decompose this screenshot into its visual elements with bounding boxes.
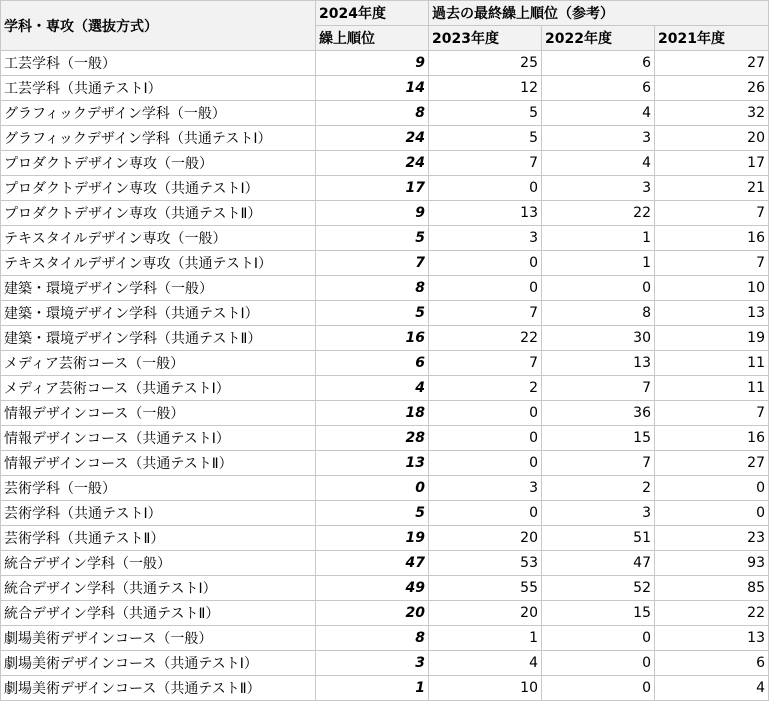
- cell-2021-rank: 20: [655, 126, 769, 151]
- cell-2023-rank: 20: [429, 601, 542, 626]
- cell-2024-rank: 8: [316, 101, 429, 126]
- cell-2021-rank: 32: [655, 101, 769, 126]
- cell-2021-rank: 13: [655, 626, 769, 651]
- cell-department: グラフィックデザイン学科（一般）: [1, 101, 316, 126]
- cell-2023-rank: 53: [429, 551, 542, 576]
- cell-2021-rank: 7: [655, 401, 769, 426]
- cell-2023-rank: 7: [429, 351, 542, 376]
- cell-2021-rank: 17: [655, 151, 769, 176]
- cell-2024-rank: 3: [316, 651, 429, 676]
- cell-2021-rank: 6: [655, 651, 769, 676]
- cell-department: プロダクトデザイン専攻（共通テストⅠ）: [1, 176, 316, 201]
- cell-2023-rank: 0: [429, 426, 542, 451]
- header-2022: 2022年度: [542, 26, 655, 51]
- cell-department: 統合デザイン学科（一般）: [1, 551, 316, 576]
- cell-2024-rank: 19: [316, 526, 429, 551]
- cell-2022-rank: 22: [542, 201, 655, 226]
- header-2024-year: 2024年度: [316, 1, 429, 26]
- cell-2022-rank: 0: [542, 676, 655, 701]
- cell-2023-rank: 12: [429, 76, 542, 101]
- cell-2023-rank: 7: [429, 301, 542, 326]
- cell-department: 劇場美術デザインコース（共通テストⅠ）: [1, 651, 316, 676]
- cell-2021-rank: 10: [655, 276, 769, 301]
- cell-department: プロダクトデザイン専攻（共通テストⅡ）: [1, 201, 316, 226]
- header-2021: 2021年度: [655, 26, 769, 51]
- cell-2024-rank: 28: [316, 426, 429, 451]
- cell-2021-rank: 16: [655, 426, 769, 451]
- table-row: [1, 126, 769, 151]
- cell-2021-rank: 7: [655, 251, 769, 276]
- table-header: [1, 1, 769, 51]
- cell-department: 統合デザイン学科（共通テストⅡ）: [1, 601, 316, 626]
- cell-2024-rank: 14: [316, 76, 429, 101]
- cell-2023-rank: 0: [429, 501, 542, 526]
- cell-2021-rank: 13: [655, 301, 769, 326]
- table-row: [1, 351, 769, 376]
- cell-2024-rank: 6: [316, 351, 429, 376]
- cell-2024-rank: 24: [316, 151, 429, 176]
- cell-2024-rank: 5: [316, 226, 429, 251]
- cell-2024-rank: 13: [316, 451, 429, 476]
- cell-2021-rank: 21: [655, 176, 769, 201]
- cell-2022-rank: 52: [542, 576, 655, 601]
- cell-2021-rank: 85: [655, 576, 769, 601]
- table-row: [1, 551, 769, 576]
- cell-2023-rank: 4: [429, 651, 542, 676]
- table-row: [1, 676, 769, 701]
- cell-2023-rank: 13: [429, 201, 542, 226]
- cell-2022-rank: 15: [542, 426, 655, 451]
- cell-2024-rank: 18: [316, 401, 429, 426]
- cell-2023-rank: 7: [429, 151, 542, 176]
- cell-2024-rank: 1: [316, 676, 429, 701]
- cell-2024-rank: 4: [316, 376, 429, 401]
- cell-2022-rank: 4: [542, 101, 655, 126]
- cell-department: メディア芸術コース（一般）: [1, 351, 316, 376]
- table-row: [1, 326, 769, 351]
- cell-2022-rank: 0: [542, 276, 655, 301]
- table-body: [1, 51, 769, 701]
- cell-2022-rank: 1: [542, 251, 655, 276]
- cell-2023-rank: 0: [429, 276, 542, 301]
- cell-2024-rank: 0: [316, 476, 429, 501]
- cell-department: 情報デザインコース（共通テストⅠ）: [1, 426, 316, 451]
- cell-2021-rank: 22: [655, 601, 769, 626]
- table-row: [1, 576, 769, 601]
- cell-2024-rank: 24: [316, 126, 429, 151]
- cell-2023-rank: 0: [429, 251, 542, 276]
- cell-2021-rank: 11: [655, 351, 769, 376]
- cell-department: 工芸学科（共通テストⅠ）: [1, 76, 316, 101]
- cell-2023-rank: 0: [429, 401, 542, 426]
- cell-2023-rank: 3: [429, 476, 542, 501]
- header-past-ranks: 過去の最終繰上順位（参考）: [429, 1, 769, 26]
- cell-department: 情報デザインコース（共通テストⅡ）: [1, 451, 316, 476]
- cell-2021-rank: 23: [655, 526, 769, 551]
- cell-2023-rank: 5: [429, 126, 542, 151]
- cell-2022-rank: 3: [542, 176, 655, 201]
- cell-2022-rank: 8: [542, 301, 655, 326]
- table-row: [1, 626, 769, 651]
- cell-2021-rank: 0: [655, 476, 769, 501]
- cell-2024-rank: 17: [316, 176, 429, 201]
- cell-2021-rank: 27: [655, 51, 769, 76]
- cell-department: 劇場美術デザインコース（一般）: [1, 626, 316, 651]
- cell-2022-rank: 0: [542, 626, 655, 651]
- cell-department: プロダクトデザイン専攻（一般）: [1, 151, 316, 176]
- header-2024-rank: 繰上順位: [316, 26, 429, 51]
- cell-department: 芸術学科（共通テストⅠ）: [1, 501, 316, 526]
- cell-department: 芸術学科（共通テストⅡ）: [1, 526, 316, 551]
- table-row: [1, 401, 769, 426]
- cell-2022-rank: 6: [542, 76, 655, 101]
- table-row: [1, 601, 769, 626]
- cell-2023-rank: 10: [429, 676, 542, 701]
- cell-2023-rank: 2: [429, 376, 542, 401]
- cell-department: 情報デザインコース（一般）: [1, 401, 316, 426]
- cell-2022-rank: 6: [542, 51, 655, 76]
- cell-2022-rank: 4: [542, 151, 655, 176]
- table-row: [1, 76, 769, 101]
- cell-department: 統合デザイン学科（共通テストⅠ）: [1, 576, 316, 601]
- cell-department: メディア芸術コース（共通テストⅠ）: [1, 376, 316, 401]
- cell-2023-rank: 25: [429, 51, 542, 76]
- cell-2021-rank: 27: [655, 451, 769, 476]
- cell-2023-rank: 1: [429, 626, 542, 651]
- cell-2024-rank: 8: [316, 276, 429, 301]
- cell-department: 建築・環境デザイン学科（共通テストⅡ）: [1, 326, 316, 351]
- table-row: [1, 501, 769, 526]
- cell-2024-rank: 5: [316, 301, 429, 326]
- cell-2024-rank: 9: [316, 51, 429, 76]
- cell-2023-rank: 0: [429, 176, 542, 201]
- cell-2022-rank: 13: [542, 351, 655, 376]
- cell-2021-rank: 16: [655, 226, 769, 251]
- cell-2021-rank: 0: [655, 501, 769, 526]
- cell-2021-rank: 7: [655, 201, 769, 226]
- cell-2024-rank: 47: [316, 551, 429, 576]
- cell-2021-rank: 93: [655, 551, 769, 576]
- cell-department: 工芸学科（一般）: [1, 51, 316, 76]
- cell-2023-rank: 3: [429, 226, 542, 251]
- cell-2022-rank: 30: [542, 326, 655, 351]
- table-row: [1, 301, 769, 326]
- cell-2021-rank: 19: [655, 326, 769, 351]
- table-row: [1, 526, 769, 551]
- cell-2023-rank: 5: [429, 101, 542, 126]
- cell-2023-rank: 22: [429, 326, 542, 351]
- header-2023: 2023年度: [429, 26, 542, 51]
- table-row: [1, 476, 769, 501]
- cell-2021-rank: 11: [655, 376, 769, 401]
- cell-2021-rank: 4: [655, 676, 769, 701]
- table-row: [1, 251, 769, 276]
- table-row: [1, 426, 769, 451]
- cell-2022-rank: 1: [542, 226, 655, 251]
- cell-2022-rank: 3: [542, 501, 655, 526]
- cell-department: テキスタイルデザイン専攻（一般）: [1, 226, 316, 251]
- cell-2024-rank: 16: [316, 326, 429, 351]
- cell-2022-rank: 47: [542, 551, 655, 576]
- table-row: [1, 51, 769, 76]
- table-row: [1, 276, 769, 301]
- cell-2024-rank: 49: [316, 576, 429, 601]
- table-row: [1, 151, 769, 176]
- table-row: [1, 176, 769, 201]
- cell-2024-rank: 9: [316, 201, 429, 226]
- cell-2024-rank: 5: [316, 501, 429, 526]
- table-row: [1, 201, 769, 226]
- cell-2024-rank: 8: [316, 626, 429, 651]
- cell-department: テキスタイルデザイン専攻（共通テストⅠ）: [1, 251, 316, 276]
- cell-2023-rank: 0: [429, 451, 542, 476]
- cell-2021-rank: 26: [655, 76, 769, 101]
- cell-2024-rank: 7: [316, 251, 429, 276]
- cell-2022-rank: 36: [542, 401, 655, 426]
- cell-department: 建築・環境デザイン学科（一般）: [1, 276, 316, 301]
- cell-2022-rank: 15: [542, 601, 655, 626]
- table-row: [1, 376, 769, 401]
- cell-department: 芸術学科（一般）: [1, 476, 316, 501]
- cell-2024-rank: 20: [316, 601, 429, 626]
- table-row: [1, 226, 769, 251]
- cell-department: 劇場美術デザインコース（共通テストⅡ）: [1, 676, 316, 701]
- cell-2023-rank: 20: [429, 526, 542, 551]
- cell-2022-rank: 2: [542, 476, 655, 501]
- cell-2022-rank: 7: [542, 376, 655, 401]
- cell-2022-rank: 3: [542, 126, 655, 151]
- cell-2023-rank: 55: [429, 576, 542, 601]
- table-row: [1, 101, 769, 126]
- table-row: [1, 651, 769, 676]
- cell-2022-rank: 51: [542, 526, 655, 551]
- cell-department: グラフィックデザイン学科（共通テストⅠ）: [1, 126, 316, 151]
- cell-department: 建築・環境デザイン学科（共通テストⅠ）: [1, 301, 316, 326]
- header-department: 学科・専攻（選抜方式）: [1, 1, 316, 51]
- table-row: [1, 451, 769, 476]
- cell-2022-rank: 0: [542, 651, 655, 676]
- cell-2022-rank: 7: [542, 451, 655, 476]
